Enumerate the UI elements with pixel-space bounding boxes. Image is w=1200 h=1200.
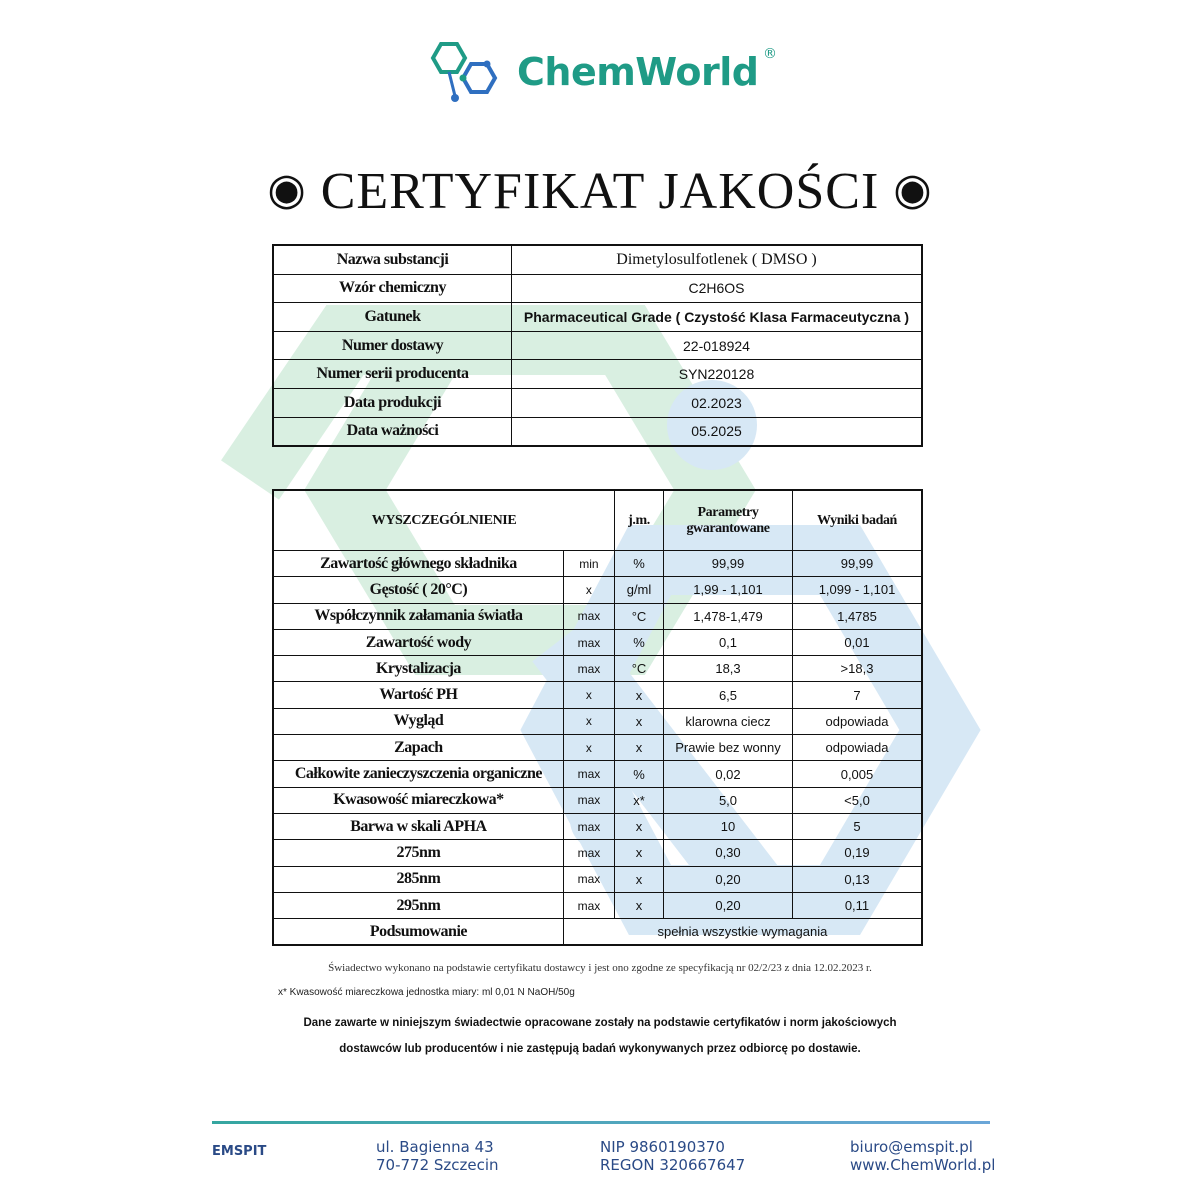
spec-result: 7: [793, 682, 923, 708]
spec-unit: x: [615, 735, 664, 761]
registered-mark: ®: [762, 46, 777, 62]
spec-guaranteed: 0,30: [664, 840, 793, 866]
info-label: Numer serii producenta: [273, 360, 512, 389]
title-text: CERTYFIKAT JAKOŚCI: [320, 163, 880, 220]
spec-row: [273, 682, 922, 708]
spec-limit-sign: min: [563, 551, 614, 577]
spec-guaranteed: 0,1: [664, 629, 793, 655]
footer-address: [376, 1138, 499, 1174]
spec-name: Wygląd: [273, 708, 563, 734]
spec-result: 1,4785: [793, 603, 923, 629]
info-row: [273, 360, 922, 389]
spec-row: [273, 551, 922, 577]
substance-info-table: [272, 244, 923, 447]
nip-number: NIP 9860190370: [600, 1138, 725, 1156]
chemworld-logo: [425, 38, 777, 106]
info-label: Numer dostawy: [273, 331, 512, 360]
info-label: Data ważności: [273, 417, 512, 446]
info-row: [273, 274, 922, 303]
spec-row: [273, 840, 922, 866]
spec-unit: x: [615, 840, 664, 866]
spec-limit-sign: max: [563, 892, 614, 918]
disclaimer-line-2: dostawców lub producentów i nie zastępują badań wykonywanych przez odbiorcę po dostawie.: [339, 1043, 861, 1055]
spec-header-row: [273, 490, 922, 551]
spec-name: 285nm: [273, 866, 563, 892]
spec-row: [273, 708, 922, 734]
certificate-basis-note: Świadectwo wykonano na podstawie certyfikatu dostawcy i jest ono zgodne ze specyfikacją nr 02/2/23 z dnia 12.02.2023 r.: [328, 962, 872, 974]
spec-name: Wartość PH: [273, 682, 563, 708]
spec-result: 5: [793, 813, 923, 839]
spec-unit: x: [615, 866, 664, 892]
spec-row: [273, 813, 922, 839]
footer-company: EMSPIT: [212, 1144, 267, 1159]
spec-name: Kwasowość miareczkowa*: [273, 787, 563, 813]
spec-result: 0,13: [793, 866, 923, 892]
spec-limit-sign: max: [563, 787, 614, 813]
summary-label: Podsumowanie: [273, 919, 563, 946]
disclaimer-line-1: Dane zawarte w niniejszym świadectwie opracowane zostały na podstawie certyfikatów i norm jakościowych: [303, 1017, 897, 1029]
info-row: [273, 331, 922, 360]
spec-result: >18,3: [793, 656, 923, 682]
spec-guaranteed: 0,20: [664, 866, 793, 892]
spec-guaranteed: 99,99: [664, 551, 793, 577]
address-city: 70-772 Szczecin: [376, 1156, 499, 1174]
spec-row: [273, 577, 922, 603]
spec-guaranteed: 10: [664, 813, 793, 839]
spec-row: [273, 656, 922, 682]
spec-limit-sign: max: [563, 656, 614, 682]
spec-name: 295nm: [273, 892, 563, 918]
spec-unit: °C: [615, 603, 664, 629]
spec-guaranteed: 5,0: [664, 787, 793, 813]
spec-result: 0,11: [793, 892, 923, 918]
spec-name: Barwa w skali APHA: [273, 813, 563, 839]
spec-guaranteed: Prawie bez wonny: [664, 735, 793, 761]
spec-result: odpowiada: [793, 708, 923, 734]
info-value: SYN220128: [512, 360, 923, 389]
acidity-footnote: x* Kwasowość miareczkowa jednostka miary: ml 0,01 N NaOH/50g: [278, 987, 575, 998]
spec-result: 0,01: [793, 629, 923, 655]
spec-unit: %: [615, 761, 664, 787]
spec-row: [273, 866, 922, 892]
info-row: [273, 417, 922, 446]
page-title: [0, 162, 1200, 221]
spec-result: <5,0: [793, 787, 923, 813]
spec-row: [273, 761, 922, 787]
address-street: ul. Bagienna 43: [376, 1138, 494, 1156]
bullet-icon: ◉: [267, 165, 307, 214]
website-link[interactable]: www.ChemWorld.pl: [850, 1156, 996, 1174]
header-specification: WYSZCZEGÓLNIENIE: [273, 490, 615, 551]
info-label: Wzór chemiczny: [273, 274, 512, 303]
spec-unit: %: [615, 629, 664, 655]
spec-unit: g/ml: [615, 577, 664, 603]
spec-guaranteed: 0,20: [664, 892, 793, 918]
summary-row: [273, 919, 922, 946]
spec-name: Krystalizacja: [273, 656, 563, 682]
spec-limit-sign: max: [563, 813, 614, 839]
spec-guaranteed: 1,478-1,479: [664, 603, 793, 629]
header-guaranteed: Parametry gwarantowane: [664, 490, 793, 551]
spec-name: Współczynnik załamania światła: [273, 603, 563, 629]
spec-result: 0,19: [793, 840, 923, 866]
spec-unit: x: [615, 682, 664, 708]
email-link[interactable]: biuro@emspit.pl: [850, 1138, 973, 1156]
spec-row: [273, 892, 922, 918]
info-row: [273, 303, 922, 332]
spec-limit-sign: max: [563, 603, 614, 629]
info-row: [273, 388, 922, 417]
bullet-icon: ◉: [893, 165, 933, 214]
spec-unit: °C: [615, 656, 664, 682]
spec-row: [273, 629, 922, 655]
molecule-logo-icon: [425, 38, 513, 106]
spec-limit-sign: x: [563, 682, 614, 708]
spec-name: Zawartość wody: [273, 629, 563, 655]
info-value: Pharmaceutical Grade ( Czystość Klasa Farmaceutyczna ): [512, 303, 923, 332]
spec-unit: %: [615, 551, 664, 577]
footer-contact: [850, 1138, 995, 1174]
spec-limit-sign: max: [563, 629, 614, 655]
spec-guaranteed: 1,99 - 1,101: [664, 577, 793, 603]
info-row: [273, 245, 922, 274]
spec-unit: x*: [615, 787, 664, 813]
spec-result: 1,099 - 1,101: [793, 577, 923, 603]
spec-row: [273, 787, 922, 813]
spec-unit: x: [615, 892, 664, 918]
spec-guaranteed: 18,3: [664, 656, 793, 682]
spec-result: 0,005: [793, 761, 923, 787]
info-label: Data produkcji: [273, 388, 512, 417]
footer-divider: [212, 1121, 990, 1124]
spec-limit-sign: x: [563, 735, 614, 761]
spec-result: 99,99: [793, 551, 923, 577]
spec-row: [273, 735, 922, 761]
info-value: 02.2023: [512, 388, 923, 417]
spec-result: odpowiada: [793, 735, 923, 761]
header-unit: j.m.: [615, 490, 664, 551]
regon-number: REGON 320667647: [600, 1156, 746, 1174]
spec-name: Całkowite zanieczyszczenia organiczne: [273, 761, 563, 787]
spec-limit-sign: max: [563, 761, 614, 787]
info-label: Nazwa substancji: [273, 245, 512, 274]
info-value: 05.2025: [512, 417, 923, 446]
header-results: Wyniki badań: [793, 490, 923, 551]
spec-name: 275nm: [273, 840, 563, 866]
spec-unit: x: [615, 813, 664, 839]
specification-table: [272, 489, 923, 946]
spec-guaranteed: klarowna ciecz: [664, 708, 793, 734]
info-value: Dimetylosulfotlenek ( DMSO ): [512, 245, 923, 274]
info-value: 22-018924: [512, 331, 923, 360]
spec-unit: x: [615, 708, 664, 734]
spec-guaranteed: 0,02: [664, 761, 793, 787]
spec-limit-sign: x: [563, 577, 614, 603]
info-label: Gatunek: [273, 303, 512, 332]
spec-limit-sign: x: [563, 708, 614, 734]
spec-row: [273, 603, 922, 629]
spec-name: Gęstość ( 20°C): [273, 577, 563, 603]
summary-value: spełnia wszystkie wymagania: [563, 919, 922, 946]
spec-limit-sign: max: [563, 840, 614, 866]
spec-limit-sign: max: [563, 866, 614, 892]
brand-name: ChemWorld ®: [517, 46, 777, 94]
info-value: C2H6OS: [512, 274, 923, 303]
spec-guaranteed: 6,5: [664, 682, 793, 708]
spec-name: Zapach: [273, 735, 563, 761]
footer-registration: [600, 1138, 745, 1174]
spec-name: Zawartość głównego składnika: [273, 551, 563, 577]
